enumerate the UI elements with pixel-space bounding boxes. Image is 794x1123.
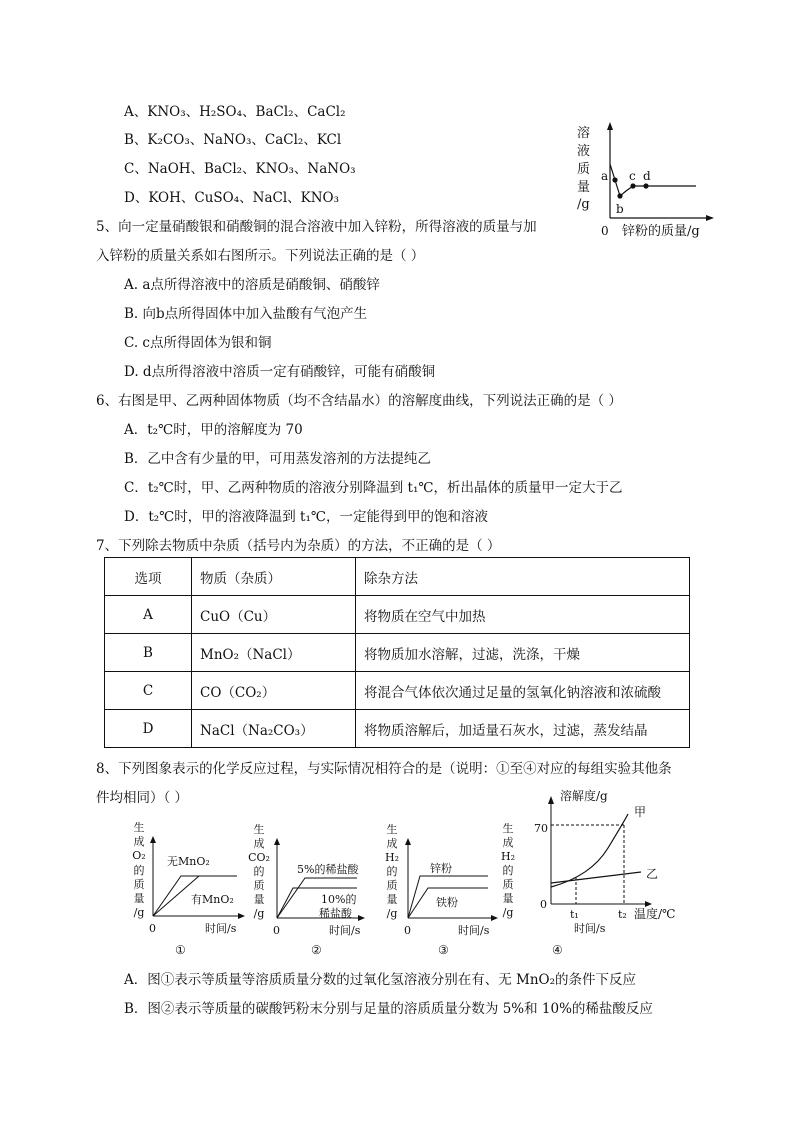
g2-label-lower1: 10%的 xyxy=(321,893,357,906)
q8-graph-2 xyxy=(245,818,375,960)
table-header: 除杂方法 xyxy=(356,558,690,596)
g2-origin: 0 xyxy=(273,924,280,937)
table-cell: MnO₂（NaCl） xyxy=(192,634,356,672)
q6-stem: 6、右图是甲、乙两种固体物质（均不含结晶水）的溶解度曲线，下列说法正确的是（ ） xyxy=(96,393,622,409)
g3-ylabel-char: H₂ xyxy=(384,851,400,864)
sol-label-yi: 乙 xyxy=(646,867,659,881)
g3-ylabel-char: 量 xyxy=(386,893,398,906)
q5-stem-line2: 入锌粉的质量关系如右图所示。下列说法正确的是（ ） xyxy=(96,248,425,264)
q4-option-c: C、NaOH、BaCl₂、KNO₃、NaNO₃ xyxy=(124,161,356,177)
q8-graph-3 xyxy=(378,818,508,960)
q6-option-a: A．t₂℃时，甲的溶解度为 70 xyxy=(124,422,303,438)
table-row xyxy=(105,634,690,672)
sol-t1: t₁ xyxy=(570,908,579,921)
q8-graph-4 xyxy=(496,786,696,960)
q4-option-d: D、KOH、CuSO₄、NaCl、KNO₃ xyxy=(124,190,340,206)
g4-ylabel-char: /g xyxy=(502,906,514,919)
g2-xlabel: 时间/s xyxy=(329,924,361,937)
table-cell: B xyxy=(105,634,192,672)
q6-option-d: D．t₂℃时，甲的溶液降温到 t₁℃，一定能得到甲的饱和溶液 xyxy=(124,509,488,525)
g3-ylabel-char: 生 xyxy=(386,823,398,836)
sol-label-jia: 甲 xyxy=(634,805,647,819)
g4-ylabel-char: 成 xyxy=(502,836,514,849)
sol-xlabel: 温度/℃ xyxy=(634,907,676,921)
q5-ylabel-char: 溶 xyxy=(577,126,591,141)
g4-ylabel-char: 量 xyxy=(502,892,514,905)
q5-ylabel-char: 液 xyxy=(577,144,591,159)
sol-t2: t₂ xyxy=(618,908,627,921)
g2-ylabel-char: 质 xyxy=(253,879,265,892)
g2-ylabel-char: /g xyxy=(253,907,265,920)
q7-table xyxy=(104,557,690,748)
q7-stem: 7、下列除去物质中杂质（括号内为杂质）的方法，不正确的是（ ） xyxy=(96,538,501,554)
g4-xlabel: 时间/s xyxy=(574,922,606,935)
sol-origin: 0 xyxy=(540,898,547,911)
g3-origin: 0 xyxy=(404,924,411,937)
q4-option-b: B、K₂CO₃、NaNO₃、CaCl₂、KCl xyxy=(124,132,342,148)
table-row xyxy=(105,596,690,634)
table-cell: CO（CO₂） xyxy=(192,672,356,710)
table-cell: NaCl（Na₂CO₃） xyxy=(192,710,356,748)
q5-ylabel-char: 量 xyxy=(577,180,591,195)
q5-origin: 0 xyxy=(601,224,609,238)
g3-ylabel-char: 成 xyxy=(386,837,398,850)
q8-stem-line1: 8、下列图象表示的化学反应过程，与实际情况相符合的是（说明：①至④对应的每组实验其他条 xyxy=(96,761,672,777)
table-header: 物质（杂质） xyxy=(192,558,356,596)
table-cell: A xyxy=(105,596,192,634)
table-cell: D xyxy=(105,710,192,748)
q5-option-b: B. 向b点所得固体中加入盐酸有气泡产生 xyxy=(124,306,368,322)
table-row xyxy=(105,710,690,748)
q5-point-d: d xyxy=(643,169,651,183)
g2-ylabel-char: 成 xyxy=(253,837,265,850)
q6-option-c: C．t₂℃时，甲、乙两种物质的溶液分别降温到 t₁℃，析出晶体的质量甲一定大于乙 xyxy=(124,480,623,496)
g3-xlabel: 时间/s xyxy=(458,924,490,937)
g3-ylabel-char: 的 xyxy=(386,865,398,878)
q5-graph xyxy=(570,120,720,245)
q5-ylabel-char: /g xyxy=(577,197,590,212)
g3-ylabel-char: 质 xyxy=(386,879,398,892)
q5-graph-ylabel xyxy=(577,125,590,212)
g2-label-lower2: 稀盐酸 xyxy=(319,907,352,920)
g3-num: ③ xyxy=(438,943,449,957)
table-row xyxy=(105,672,690,710)
table-cell: 将物质溶解后，加适量石灰水，过滤，蒸发结晶 xyxy=(356,710,690,748)
g1-ylabel-char: 生 xyxy=(133,821,145,834)
table-header-row xyxy=(105,558,690,596)
g1-origin: 0 xyxy=(149,922,156,935)
q5-point-c: c xyxy=(629,169,636,183)
q5-stem-line1: 5、向一定量硝酸银和硝酸铜的混合溶液中加入锌粉，所得溶液的质量与加 xyxy=(96,219,537,235)
q8-option-b: B．图②表示等质量的碳酸钙粉末分别与足量的溶质质量分数为 5%和 10%的稀盐酸反应 xyxy=(124,1001,653,1017)
g2-num: ② xyxy=(311,943,322,957)
g2-ylabel-char: 生 xyxy=(253,823,265,836)
g1-xlabel: 时间/s xyxy=(205,922,237,935)
g4-ylabel-char: 生 xyxy=(502,822,514,835)
g3-label-upper: 锌粉 xyxy=(430,862,452,875)
g2-ylabel-char: 的 xyxy=(253,865,265,878)
q5-xlabel: 锌粉的质量/g xyxy=(622,224,700,239)
g2-label-upper: 5%的稀盐酸 xyxy=(297,863,359,876)
g4-ylabel-char: 质 xyxy=(502,878,514,891)
g1-label-lower: 有MnO₂ xyxy=(191,893,234,906)
q8-option-a: A．图①表示等质量等溶质质量分数的过氧化氢溶液分别在有、无 MnO₂的条件下反应 xyxy=(124,972,637,988)
sol-ytick-70: 70 xyxy=(534,822,548,835)
table-header: 选项 xyxy=(105,558,192,596)
g1-num: ① xyxy=(175,943,186,957)
g1-ylabel-char: 的 xyxy=(133,864,145,877)
g1-ylabel-char: O₂ xyxy=(132,849,146,862)
table-cell: C xyxy=(105,672,192,710)
g1-label-upper: 无MnO₂ xyxy=(167,855,210,868)
q4-option-a: A、KNO₃、H₂SO₄、BaCl₂、CaCl₂ xyxy=(124,104,346,120)
table-cell: 将物质加水溶解，过滤，洗涤，干燥 xyxy=(356,634,690,672)
q5-option-d: D. d点所得溶液中溶质一定有硝酸锌，可能有硝酸铜 xyxy=(124,364,436,380)
q5-option-a: A. a点所得溶液中的溶质是硝酸铜、硝酸锌 xyxy=(124,277,380,293)
g1-ylabel-char: 量 xyxy=(133,892,145,905)
q5-point-a: a xyxy=(601,169,609,183)
g1-ylabel-char: /g xyxy=(133,906,145,919)
q5-option-c: C. c点所得固体为银和铜 xyxy=(124,335,272,351)
q6-option-b: B．乙中含有少量的甲，可用蒸发溶剂的方法提纯乙 xyxy=(124,451,431,467)
g3-ylabel-char: /g xyxy=(386,907,398,920)
sol-ylabel: 溶解度/g xyxy=(560,789,608,803)
q5-ylabel-char: 质 xyxy=(577,162,591,177)
sol-curve-yi xyxy=(551,872,641,883)
table-cell: 将混合气体依次通过足量的氢氧化钠溶液和浓硫酸 xyxy=(356,672,690,710)
q5-point-b: b xyxy=(616,202,624,216)
g4-ylabel-char: H₂ xyxy=(500,850,516,863)
g2-ylabel-char: 量 xyxy=(253,893,265,906)
g1-ylabel-char: 质 xyxy=(133,878,145,891)
g1-ylabel-char: 成 xyxy=(133,835,145,848)
q8-graph-1 xyxy=(125,818,255,960)
g4-ylabel-char: 的 xyxy=(502,864,514,877)
g2-ylabel-char: CO₂ xyxy=(248,851,270,864)
table-cell: 将物质在空气中加热 xyxy=(356,596,690,634)
g3-label-lower: 铁粉 xyxy=(436,896,458,909)
q8-stem-line2: 件均相同）（ ） xyxy=(96,790,189,806)
g4-num: ④ xyxy=(552,943,563,957)
table-cell: CuO（Cu） xyxy=(192,596,356,634)
